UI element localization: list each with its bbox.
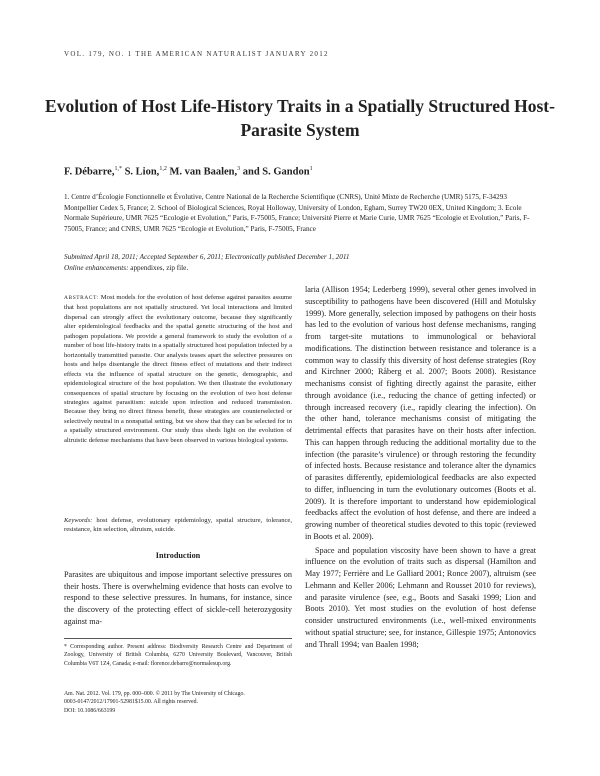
keywords-text: host defense, evolutionary epidemiology, spatial structure, tolerance, resistance, kin selection, altruism, suicide. (64, 517, 292, 534)
introduction-paragraph: Parasites are ubiquitous and impose important selective pressures on their hosts. There is overwhelming evidence that hosts can evolve to respond to these selective pressures. In humans, for instance, since the discovery of the protecting effect of sickle-cell heterozygosity against ma- (64, 570, 292, 626)
right-column (305, 284, 536, 650)
abstract-label: ABSTRACT: (64, 295, 99, 301)
abstract (64, 293, 292, 445)
publication-info (64, 690, 292, 715)
online-enhancements-label: Online enhancements: (64, 264, 129, 272)
online-enhancements (64, 264, 188, 272)
section-heading-introduction: Introduction (155, 551, 201, 560)
submission-dates: Submitted April 18, 2011; Accepted September 6, 2011; Electronically published December 1, 2011 (64, 253, 350, 261)
author-affiliation-marker: 3 (237, 166, 241, 172)
author-name: F. Débarre, (64, 166, 115, 178)
doi-line: DOI: 10.1086/663199 (64, 707, 116, 714)
running-head: VOL. 179, NO. 1 THE AMERICAN NATURALIST JANUARY 2012 (64, 50, 329, 58)
affiliations: 1. Centre d’Écologie Fonctionnelle et Évolutive, Centre National de la Recherche Scientifique (CNRS), Unité Mixte de Recherche (UMR) 5175, F-34293 Montpellier Cedex 5, France; 2. School of Biological Sciences, Royal Holloway, University of London, Egham, Surrey TW20 0EX, United Kingdom; 3. Ecole Normale Supérieure, UMR 7625 “Ecologie et Evolution,” Paris, F-75005, France; Université Pierre et Marie Curie, UMR 7625 “Ecologie et Evolution,” Paris, F-75005, France; and CNRS, UMR 7625 “Ecologie et Evolution,” Paris, F-75005, France (64, 193, 530, 234)
author-name: S. Lion, (121, 166, 160, 178)
corresponding-author-footnote: * Corresponding author. Present address: Biodiversity Research Centre and Department of Zoology, University of British Columbia, 6270 University Boulevard, Vancouver, British Columbia V6T 1Z4, Canada; e-mail: florence.debarre@normalesup.org. (64, 644, 292, 667)
author-affiliation-marker: 1 (309, 166, 313, 172)
author-name: M. van Baalen, (166, 166, 238, 178)
article-title: Evolution of Host Life-History Traits in a Spatially Structured Host-Parasite System (45, 96, 555, 140)
issn-line: 0003-0147/2012/17901-52981$15.00. All rights reserved. (64, 699, 198, 706)
author-name: and S. Gandon (240, 166, 310, 178)
keywords (64, 516, 292, 535)
body-paragraph: laria (Allison 1954; Lederberg 1999), several other genes involved in susceptibility to pathogens have been discovered (Hill and Motulsky 1999). More generally, selection imposed by pathogens on their hosts has led to the evolution of various host defense mechanisms, ranging from target-site mutations to immunological or behavioral modifications. The distinction between resistance and tolerance is a common way to classify this diversity of host defense strategies (Roy and Kirchner 2000; Råberg et al. 2007; Boots 2008). Resistance mechanisms consist of fighting directly against the parasite, either through avoidance (i.e., reducing the chance of getting infected) or through increased recovery (i.e., rapidly clearing the infection). On the other hand, tolerance mechanisms consist of mitigating the detrimental effects that parasites have on their hosts after infection. This can happen through reducing the additional mortality due to the infection (the parasite’s virulence) or through restoring the fecundity of infected hosts. Because resistance and tolerance alter the dynamics of parasites differently, epidemiological feedbacks are also expected to differ, influencing in turn the evolutionary outcomes (Boots et al. 2009). It is therefore important to understand how epidemiological feedbacks affect the evolution of host defense, and there are indeed a growing number of theoretical studies devoted to this topic (reviewed in Boots et al. 2009). (305, 285, 536, 541)
author-list (64, 166, 313, 178)
keywords-label: Keywords: (64, 517, 93, 524)
citation-line: Am. Nat. 2012. Vol. 179, pp. 000–000. © 2011 by The University of Chicago. (64, 691, 245, 697)
author-affiliation-marker: 1,2 (159, 166, 167, 172)
online-enhancements-value: appendixes, zip file. (128, 264, 189, 272)
footnote-divider (64, 638, 292, 639)
body-paragraph: Space and population viscosity have been shown to have a great influence on the evolution of traits such as dispersal (Hamilton and May 1977; Ferrière and Le Galliard 2001; Ronce 2007), altruism (see Lehmann and Keller 2006; Lehmann and Rousset 2010 for reviews), and parasite virulence (see, e.g., Boots and Sasaki 1999; Lion and Boots 2010). Yet most studies on the evolution of host defense consider unstructured environments (i.e., well-mixed environments without spatial structure; see, for instance, Gillespie 1975; Antonovics and Thrall 1994; van Baalen 1998; (305, 545, 536, 649)
author-affiliation-marker: 1,* (114, 166, 122, 172)
abstract-text: Most models for the evolution of host defense against parasites assume that host populations are not spatially structured. Yet local interactions and limited dispersal can strongly affect the evolutionary outcome, because they significantly alter epidemiological feedbacks and the spatial genetic structuring of the host and pathogen populations. We provide a general framework to study the evolution of a number of host life-history traits in a spatially structured host population infected by a horizontally transmitted parasite. Our analysis teases apart the selective pressures on hosts and helps disentangle the direct fitness effect of mutations and their indirect effects via the influence of spatial structure on the genetic, demographic, and epidemiological structure of the host population. We then illustrate the evolutionary consequences of spatial structure by focusing on the evolution of two host defense strategies against parasitism: suicide upon infection and reduced transmission. Because they bring no direct fitness benefit, these strategies are counterselected or selectively neutral in a nonspatial setting, but we show that they can be selected for in a spatially structured environment. Our study thus sheds light on the evolution of altruistic defense mechanisms that have been observed in various biological systems. (64, 294, 292, 444)
